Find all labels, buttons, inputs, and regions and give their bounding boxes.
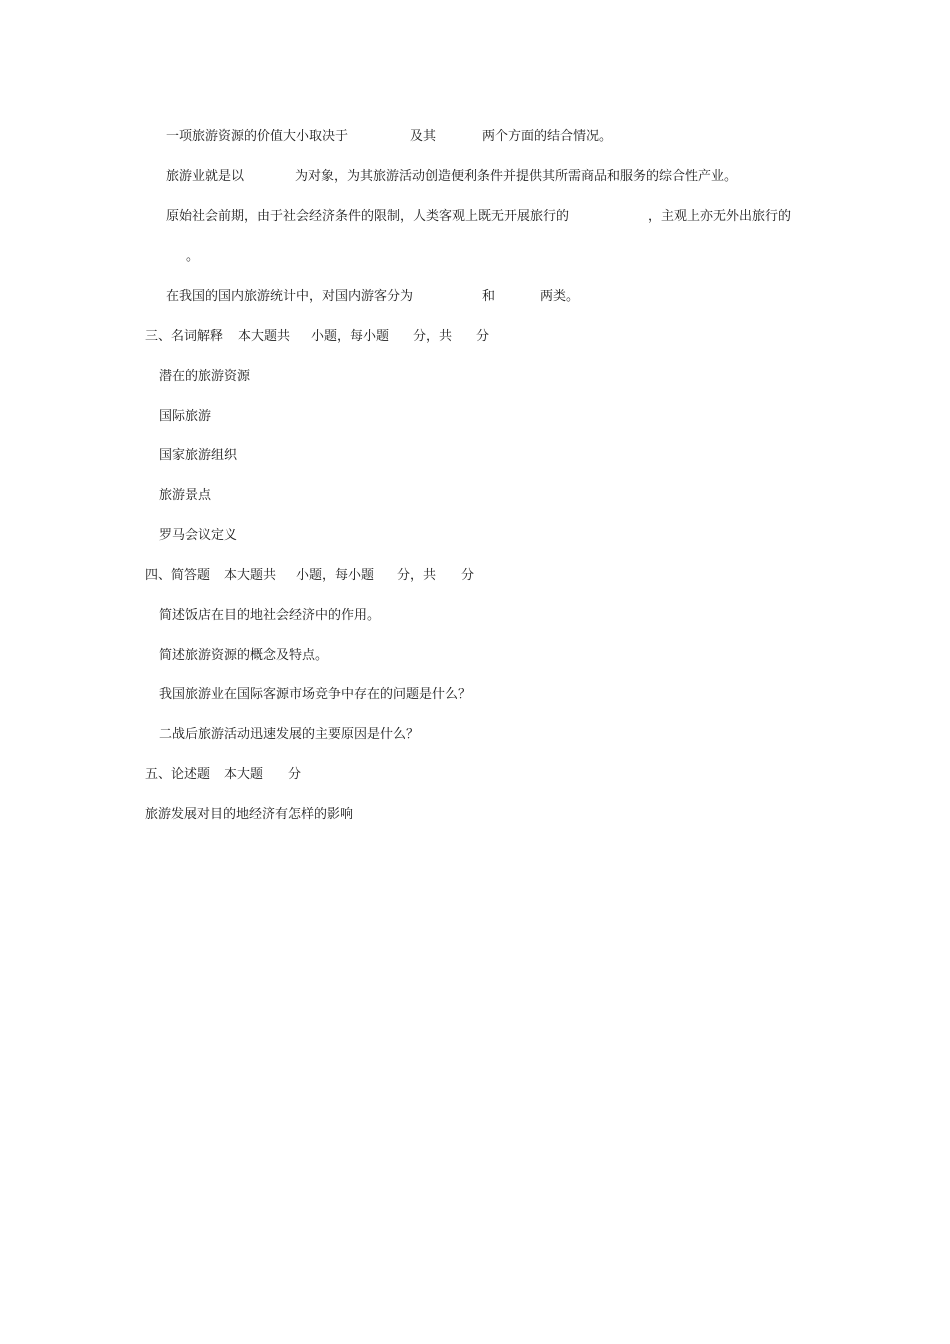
fill-in-text: 原始社会前期，由于社会经济条件的限制，人类客观上既无开展旅行的 [166,209,570,224]
list-item: 潜在的旅游资源 [159,369,251,384]
heading-part: 小题，每小题 [296,568,375,583]
heading-part: 五、论述题 [145,767,211,782]
heading-part: 四、简答题 [145,568,211,583]
heading-part: 三、名词解释 [145,329,224,344]
heading-part: 分 [461,568,475,583]
fill-in-text: 为对象，为其旅游活动创造便利条件并提供其所需商品和服务的综合性产业。 [295,169,738,184]
list-item: 罗马会议定义 [159,528,238,543]
fill-in-text: 旅游业就是以 [166,169,245,184]
list-item: 我国旅游业在国际客源市场竞争中存在的问题是什么？ [159,687,472,702]
fill-in-text: 两类。 [540,289,580,304]
essay-question: 旅游发展对目的地经济有怎样的影响 [145,807,354,822]
heading-part: 分，共 [397,568,437,583]
fill-in-text: 及其 [410,129,437,144]
fill-in-text: 在我国的国内旅游统计中，对国内游客分为 [166,289,414,304]
fill-in-text: ，主观上亦无外出旅行的 [648,209,792,224]
list-item: 简述饭店在目的地社会经济中的作用。 [159,608,381,623]
list-item: 简述旅游资源的概念及特点。 [159,648,329,663]
heading-part: 本大题共 [238,329,291,344]
list-item: 二战后旅游活动迅速发展的主要原因是什么？ [159,727,420,742]
fill-in-text: 和 [482,289,496,304]
fill-in-text: 两个方面的结合情况。 [482,129,613,144]
heading-part: 小题，每小题 [311,329,390,344]
heading-part: 本大题共 [224,568,277,583]
fill-in-text: 。 [186,249,200,264]
fill-in-text: 一项旅游资源的价值大小取决于 [166,129,349,144]
list-item: 旅游景点 [159,488,212,503]
heading-part: 分 [288,767,302,782]
heading-part: 分 [476,329,490,344]
heading-part: 分，共 [413,329,453,344]
heading-part: 本大题 [224,767,264,782]
list-item: 国际旅游 [159,409,212,424]
list-item: 国家旅游组织 [159,448,238,463]
